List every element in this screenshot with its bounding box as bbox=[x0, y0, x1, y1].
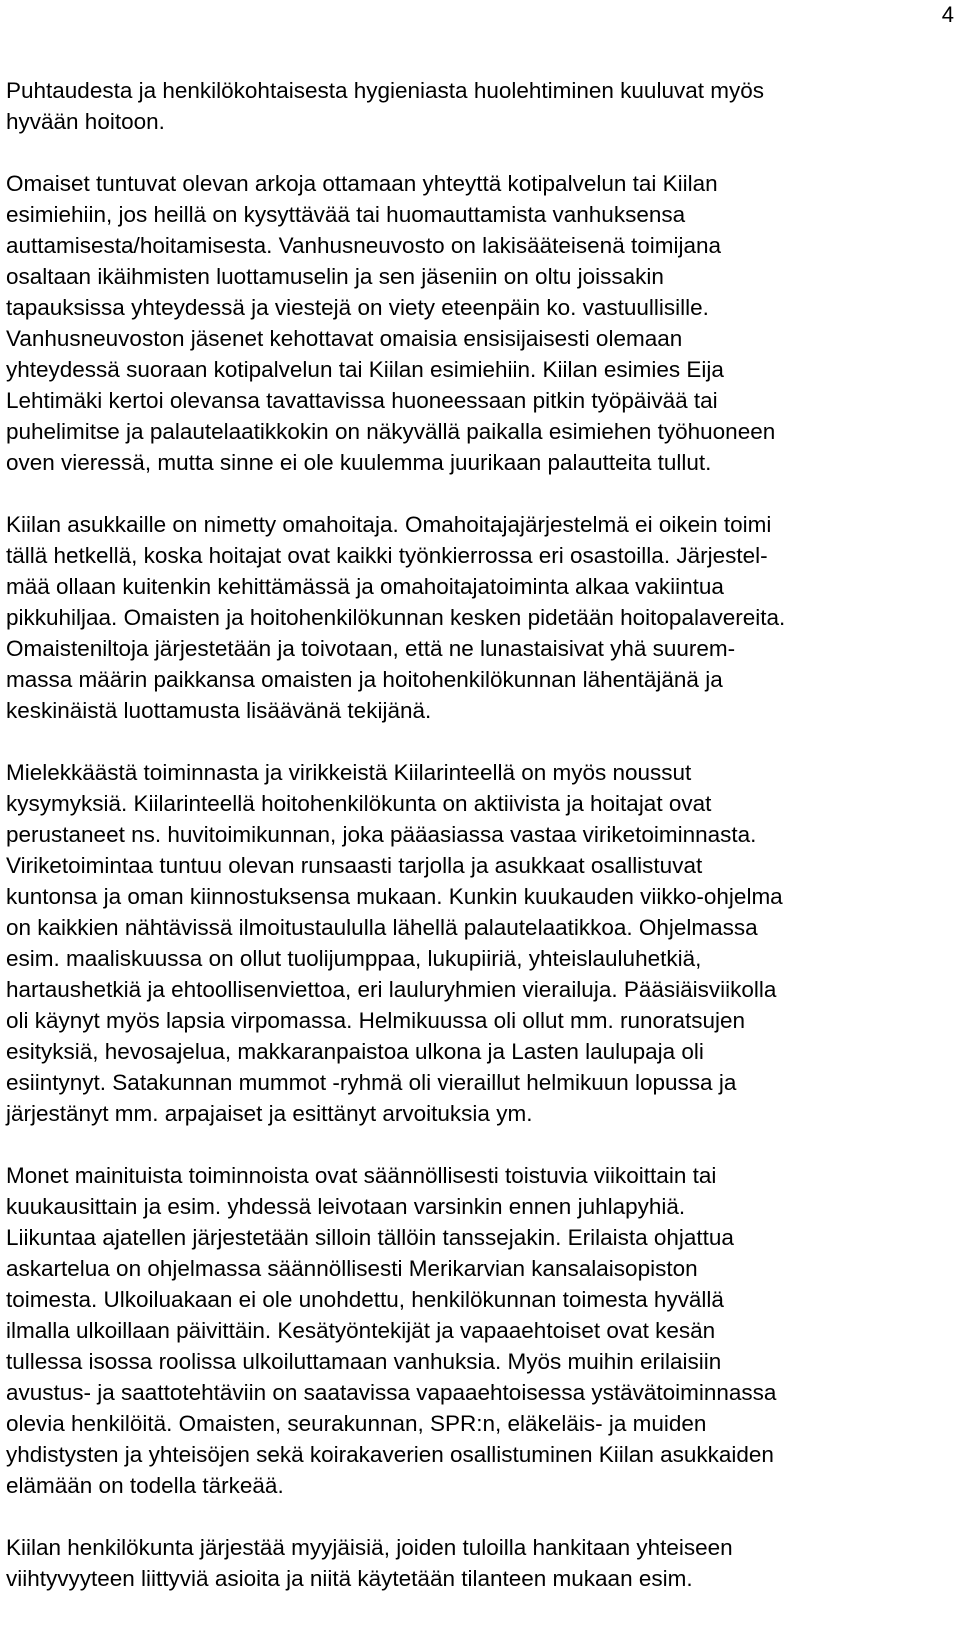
text-line: mää ollaan kuitenkin kehittämässä ja omahoitajatoiminta alkaa vakiintua bbox=[6, 574, 724, 599]
text-line: viihtyvyyteen liittyviä asioita ja niitä käytetään tilanteen mukaan esim. bbox=[6, 1566, 693, 1591]
paragraph bbox=[6, 509, 954, 726]
text-line: hyvään hoitoon. bbox=[6, 109, 165, 134]
paragraph-gap bbox=[6, 726, 954, 757]
text-line: Lehtimäki kertoi olevansa tavattavissa huoneessaan pitkin työpäivää tai bbox=[6, 388, 718, 413]
paragraph bbox=[6, 1160, 954, 1501]
paragraph-gap bbox=[6, 137, 954, 168]
text-line: Omaiset tuntuvat olevan arkoja ottamaan yhteyttä kotipalvelun tai Kiilan bbox=[6, 171, 718, 196]
text-line: kuntonsa ja oman kiinnostuksensa mukaan. Kunkin kuukauden viikko-ohjelma bbox=[6, 884, 783, 909]
text-line: Puhtaudesta ja henkilökohtaisesta hygieniasta huolehtiminen kuuluvat myös bbox=[6, 78, 764, 103]
text-line: Liikuntaa ajatellen järjestetään silloin tällöin tanssejakin. Erilaista ohjattua bbox=[6, 1225, 734, 1250]
text-line: toimesta. Ulkoiluakaan ei ole unohdettu, henkilökunnan toimesta hyvällä bbox=[6, 1287, 724, 1312]
text-line: keskinäistä luottamusta lisäävänä tekijänä. bbox=[6, 698, 432, 723]
text-line: kysymyksiä. Kiilarinteellä hoitohenkilökunta on aktiivista ja hoitajat ovat bbox=[6, 791, 712, 816]
text-line: esiintynyt. Satakunnan mummot -ryhmä oli vieraillut helmikuun lopussa ja bbox=[6, 1070, 737, 1095]
text-line: järjestänyt mm. arpajaiset ja esittänyt arvoituksia ym. bbox=[6, 1101, 533, 1126]
paragraph-gap bbox=[6, 1501, 954, 1532]
text-line: olevia henkilöitä. Omaisten, seurakunnan, SPR:n, eläkeläis- ja muiden bbox=[6, 1411, 707, 1436]
text-line: esim. maaliskuussa on ollut tuolijumppaa, lukupiiriä, yhteislauluhetkiä, bbox=[6, 946, 702, 971]
text-line: ilmalla ulkoillaan päivittäin. Kesätyöntekijät ja vapaaehtoiset ovat kesän bbox=[6, 1318, 716, 1343]
text-line: tapauksissa yhteydessä ja viestejä on viety eteenpäin ko. vastuullisille. bbox=[6, 295, 709, 320]
page-number: 4 bbox=[941, 2, 954, 27]
text-line: perustaneet ns. huvitoimikunnan, joka pääasiassa vastaa viriketoiminnasta. bbox=[6, 822, 757, 847]
text-line: auttamisesta/hoitamisesta. Vanhusneuvosto on lakisääteisenä toimijana bbox=[6, 233, 722, 258]
paragraph bbox=[6, 757, 954, 1129]
text-line: Omaisteniltoja järjestetään ja toivotaan, että ne lunastaisivat yhä suurem- bbox=[6, 636, 736, 661]
text-line: hartaushetkiä ja ehtoollisenviettoa, eri lauluryhmien vierailuja. Pääsiäisviikolla bbox=[6, 977, 777, 1002]
text-line: esimiehiin, jos heillä on kysyttävää tai huomauttamista vanhuksensa bbox=[6, 202, 686, 227]
text-line: yhteydessä suoraan kotipalvelun tai Kiilan esimiehiin. Kiilan esimies Eija bbox=[6, 357, 724, 382]
text-line: Kiilan henkilökunta järjestää myyjäisiä, joiden tuloilla hankitaan yhteiseen bbox=[6, 1535, 733, 1560]
text-line: pikkuhiljaa. Omaisten ja hoitohenkilökunnan kesken pidetään hoitopalavereita. bbox=[6, 605, 786, 630]
text-line: tullessa isossa roolissa ulkoiluttamaan vanhuksia. Myös muihin erilaisiin bbox=[6, 1349, 722, 1374]
text-line: elämään on todella tärkeää. bbox=[6, 1473, 284, 1498]
paragraph bbox=[6, 75, 954, 137]
paragraph bbox=[6, 1532, 954, 1594]
document-body bbox=[6, 75, 954, 1594]
text-line: askartelua on ohjelmassa säännöllisesti Merikarvian kansalaisopiston bbox=[6, 1256, 698, 1281]
text-line: Monet mainituista toiminnoista ovat säännöllisesti toistuvia viikoittain tai bbox=[6, 1163, 717, 1188]
text-line: on kaikkien nähtävissä ilmoitustaululla lähellä palautelaatikkoa. Ohjelmassa bbox=[6, 915, 758, 940]
text-line: Vanhusneuvoston jäsenet kehottavat omaisia ensisijaisesti olemaan bbox=[6, 326, 683, 351]
text-line: Mielekkäästä toiminnasta ja virikkeistä Kiilarinteellä on myös noussut bbox=[6, 760, 692, 785]
text-line: massa määrin paikkansa omaisten ja hoitohenkilökunnan lähentäjänä ja bbox=[6, 667, 723, 692]
text-line: esityksiä, hevosajelua, makkaranpaistoa ulkona ja Lasten laulupaja oli bbox=[6, 1039, 704, 1064]
text-line: yhdistysten ja yhteisöjen sekä koirakaverien osallistuminen Kiilan asukkaiden bbox=[6, 1442, 774, 1467]
text-line: Kiilan asukkaille on nimetty omahoitaja. Omahoitajajärjestelmä ei oikein toimi bbox=[6, 512, 772, 537]
paragraph-gap bbox=[6, 1129, 954, 1160]
text-line: avustus- ja saattotehtäviin on saatavissa vapaaehtoisessa ystävätoiminnassa bbox=[6, 1380, 777, 1405]
text-line: oven vieressä, mutta sinne ei ole kuulemma juurikaan palautteita tullut. bbox=[6, 450, 712, 475]
text-line: puhelimitse ja palautelaatikkokin on näkyvällä paikalla esimiehen työhuoneen bbox=[6, 419, 776, 444]
text-line: tällä hetkellä, koska hoitajat ovat kaikki työnkierrossa eri osastoilla. Järjestel- bbox=[6, 543, 768, 568]
paragraph bbox=[6, 168, 954, 478]
text-line: osaltaan ikäihmisten luottamuselin ja sen jäseniin on oltu joissakin bbox=[6, 264, 664, 289]
paragraph-gap bbox=[6, 478, 954, 509]
text-line: oli käynyt myös lapsia virpomassa. Helmikuussa oli ollut mm. runoratsujen bbox=[6, 1008, 746, 1033]
text-line: Viriketoimintaa tuntuu olevan runsaasti tarjolla ja asukkaat osallistuvat bbox=[6, 853, 703, 878]
text-line: kuukausittain ja esim. yhdessä leivotaan varsinkin ennen juhlapyhiä. bbox=[6, 1194, 686, 1219]
